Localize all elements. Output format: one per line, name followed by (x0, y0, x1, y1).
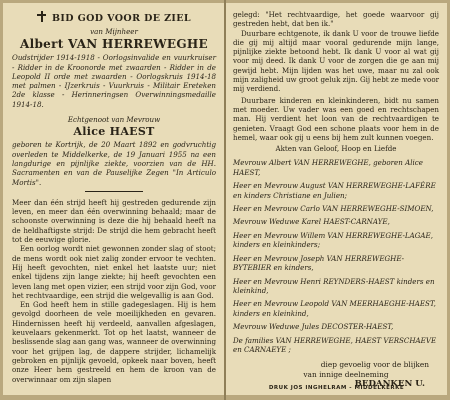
titles-text: Oudstrijder 1914-1918 - Oorlogsinvalide en vuurkruiser - Ridder in de Kroonorde met zwaarden - Ridder in de Leopold II orde met zwaarden - Oorlogskruis 1914-18 met palmen - IJzerkruis - Vuurkruis - Militair Ereteken 2de klasse - Herinneringsen Overwinningsmedaille 1914-18. (12, 53, 216, 109)
family-item: Heer en Mevrouw August VAN HERREWEGHE-LAFÈRE en kinders Christiane en Julien; (233, 181, 436, 200)
family-item: De families VAN HERREWEGHE, HAEST VERSCHAEVE en CARNAEYE ; (233, 335, 437, 354)
quote-text: gelegd: "Het rechtvaardige, het goede waarvoor gij gestreden hebt, dat ben ik." (233, 10, 439, 29)
family-item: Heer en Mevrouw Leopold VAN MEERHAEGHE-HAEST, kinders en kleinkind, (233, 299, 436, 318)
intro-text: van Mijnheer (90, 27, 138, 36)
family-item: Heer en Mevrouw Carlo VAN HERREWEGHE-SIMOEN, (233, 204, 434, 214)
closing-thanks: BEDANKEN U. (354, 378, 425, 389)
family-list (233, 158, 439, 354)
left-page (3, 3, 224, 395)
spouse-intro: Echtgenoot van Mevrouw (67, 115, 161, 125)
deceased-name: Albert VAN HERREWEGHE (19, 37, 208, 52)
closing-line-1: diep gevoelig voor de blijken (320, 360, 429, 370)
header-text: BID GOD VOOR DE ZIEL (52, 13, 191, 24)
divider (85, 191, 143, 192)
cross-icon (37, 11, 46, 22)
header (12, 11, 216, 24)
acts-text: Akten van Geloof, Hoop en Liefde (275, 144, 397, 154)
family-item: Mevrouw Weduwe Karel HAEST-CARNAYE, (233, 217, 390, 227)
family-item: Heer en Mevrouw Henri REYNDERS-HAEST kinders en kleinkind, (233, 276, 435, 295)
paragraph-spouse: Duurbare echtgenote, ik dank U voor de trouwe liefde die gij mij altijd maar vooral gedurende mijn lange, pijnlijke ziekte betoond hebt. Ik dank U voor al wat gij voor mij deed. Ik dank U voor de zorgen die ge aan mij gewijd hebt. Mijn lijden was het uwe, maar nu zal ook mijn zaligheid uw groot geluk zijn. Gij hebt ze mede voor mij verdiend. (233, 28, 439, 94)
paragraph-3: En God heeft hem in stille gadegeslagen. Hij is hem gevolgd doorheen de vele moeilijkheden en gevaren. Hindernissen heeft hij verdeeld, aanvallen afgeslagen, keuvelaars gekenmerkt. Tot op het laatst, wanneer de beslissende slag aan gang was, wanneer de overwinning voor het grijpen lag, de dappere strijder, lichamelijk gebroken en pijnlijk gevoeld, opkeek naar boven, heeft onze Heer hem gestreeld en hem de kroon van de overwinnaar om zijn slapen (12, 300, 216, 384)
closing-line-2: van innige deelneming (303, 369, 389, 379)
family-item: Heer en Mevrouw Joseph VAN HERREWEGHE-BYTEBIER en kinders, (233, 253, 405, 273)
family-item: Mevrouw Albert VAN HERREWEGHE, geboren Alice HAEST, (233, 158, 423, 177)
family-item: Mevrouw Weduwe Jules DECOSTER-HAEST, (233, 322, 394, 332)
paragraph-2: Een oorlog wordt niet gewonnen zonder slag of stoot; de mens wordt ook niet zalig zonder ervoor te vechten. Hij heeft gevochten, niet enkel het laatste uur; niet enkel tijdens zijn lange ziekte; hij heeft gevochten een leven lang met open vizier, een strijd voor zijn God, voor het rechtvaardige, een strijd die welgevallig is aan God. (12, 244, 216, 300)
life-text: geboren te Kortrijk, de 20 Maart 1892 en godvruchtig overleden te Middelkerke, de 19 Januari 1955 na een langdurige en pijnlijke ziekte, voorzien van de HH. Sacramenten en van de Pauselijke Zegen "In Articulo Mortis". (12, 140, 216, 187)
paragraph-1: Meer dan één strijd heeft hij gestreden gedurende zijn leven, en meer dan één overwinning behaald; maar de schoonste overwinning is deze die hij behaald heeft na de heldhaftigste strijd: De strijd die hem gebracht heeft tot de eeuwige glorie. (12, 197, 216, 245)
spouse-name: Alice HAEST (73, 125, 155, 139)
paragraph-children: Duurbare kinderen en kleinkinderen, bidt nu samen met moeder. Uw vader was een goed en rechtschapen man. Hij verdient het loon van de rechtvaardigen te genieten. Vraagt God een schone plaats voor hem in de hemel, waar ook gij u eens bij hem zult kunnen voegen. (233, 95, 439, 142)
printer-credit: DRUK JOS INGHELRAM - MIDDELKERKE (268, 385, 405, 391)
right-page (226, 3, 447, 395)
family-item: Heer en Mevrouw Willem VAN HERREWEGHE-LAGAE, kinders en kleinkinders; (233, 230, 433, 250)
